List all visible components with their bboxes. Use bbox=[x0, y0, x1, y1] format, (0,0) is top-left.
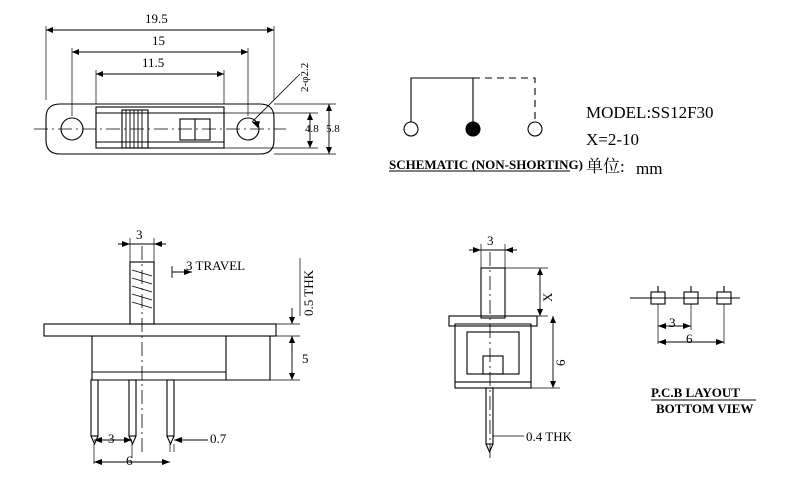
dim-label-pin-width-0-7: 0.7 bbox=[210, 431, 227, 446]
front-view-cavity bbox=[467, 332, 519, 374]
schematic-caption: SCHEMATIC (NON-SHORTING) bbox=[389, 157, 583, 172]
front-view-pin bbox=[486, 388, 493, 444]
schematic-terminal-1 bbox=[404, 122, 418, 136]
unit-value: mm bbox=[636, 159, 663, 178]
dim-label-front-thk-0-4: 0.4 THK bbox=[526, 429, 572, 444]
schematic-terminal-common bbox=[466, 122, 480, 136]
side-view-flange bbox=[44, 324, 276, 336]
unit-label: 单位: bbox=[586, 157, 625, 176]
front-view-inner-detail bbox=[483, 356, 503, 374]
dim-label-front-6: 6 bbox=[553, 359, 568, 366]
dim-label-front-x: X bbox=[540, 292, 555, 302]
schematic-terminal-2 bbox=[528, 122, 542, 136]
dim-label-front-actuator-3: 3 bbox=[487, 233, 494, 248]
schematic-connection-active bbox=[411, 78, 473, 122]
dim-label-height-5: 5 bbox=[302, 351, 309, 366]
dim-label-pin-span-6: 6 bbox=[126, 453, 133, 468]
leader-hole-callout bbox=[252, 74, 300, 122]
dim-label-5-8: 5.8 bbox=[326, 123, 340, 135]
front-view-body bbox=[455, 324, 531, 382]
model-label: MODEL:SS12F30 bbox=[586, 103, 714, 122]
schematic-connection-alternate bbox=[473, 78, 535, 122]
dim-label-pcb-6: 6 bbox=[686, 331, 693, 346]
side-view-pins bbox=[91, 380, 174, 444]
dim-label-overall-19-5: 19.5 bbox=[145, 11, 168, 26]
dim-label-pin-pitch-3: 3 bbox=[108, 431, 115, 446]
pcb-caption-line1: P.C.B LAYOUT bbox=[651, 385, 740, 400]
pcb-caption-line2: BOTTOM VIEW bbox=[656, 401, 754, 416]
travel-label: 3 TRAVEL bbox=[186, 258, 246, 273]
dim-label-hole-callout: 2-φ2.2 bbox=[299, 62, 311, 92]
dim-label-4-8: 4.8 bbox=[305, 123, 319, 135]
dim-label-hole-span-15: 15 bbox=[152, 33, 165, 48]
front-view-actuator bbox=[481, 268, 505, 318]
side-view-body bbox=[92, 336, 226, 380]
dim-label-pcb-3: 3 bbox=[669, 315, 676, 330]
pcb-layout-group bbox=[630, 286, 740, 304]
dim-label-side-actuator-3: 3 bbox=[136, 227, 143, 242]
dim-label-body-11-5: 11.5 bbox=[142, 55, 165, 70]
x-range-label: X=2-10 bbox=[586, 130, 640, 149]
dim-label-thk-0-5: 0.5 THK bbox=[301, 270, 316, 316]
